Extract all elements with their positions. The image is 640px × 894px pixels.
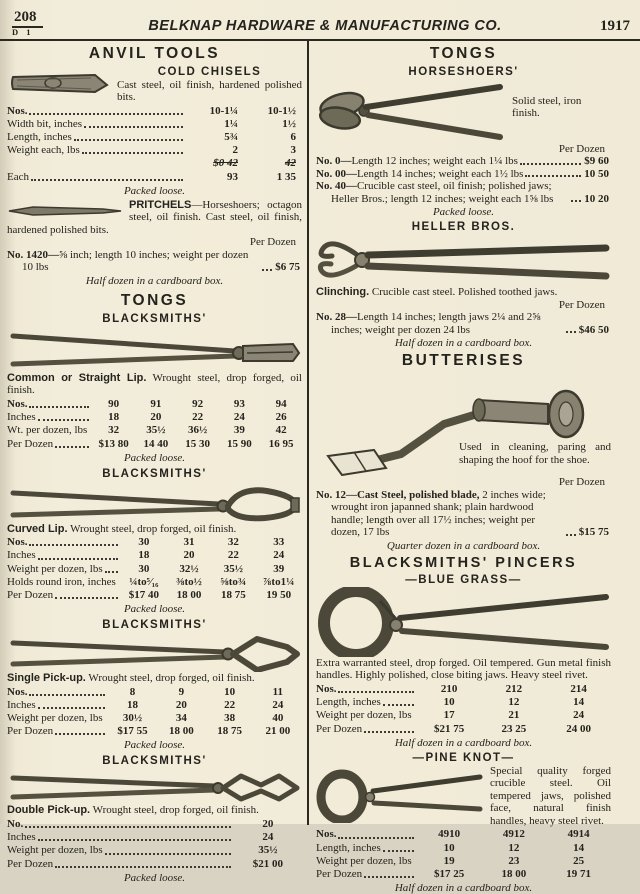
cell-value: 11 [272, 685, 284, 698]
row-label: Weight per dozen, lbs [7, 563, 121, 576]
curved-lip-tongs-illustration [7, 481, 302, 523]
cell-value: 18 75 [217, 725, 242, 738]
cell-value: 35½ [223, 562, 243, 575]
table-row [316, 828, 611, 841]
double-pickup-name: Double Pick-up. [7, 804, 91, 817]
dot-leader [525, 175, 581, 177]
table-row [316, 868, 611, 881]
dot-leader [338, 691, 413, 693]
row-label: Length, inches [7, 131, 186, 144]
row-label: Nos. [7, 105, 186, 118]
dot-leader [338, 837, 413, 839]
table-row [316, 683, 611, 696]
cell-value: 1¼ [224, 117, 238, 130]
cell-value: 20 [150, 411, 162, 424]
row-label: Per Dozen [316, 723, 417, 736]
dot-leader [105, 571, 118, 573]
packing-note: Packed loose. [123, 871, 186, 884]
plate-code: D 1 [12, 27, 34, 37]
dot-leader [566, 331, 576, 333]
double-pickup-table [7, 818, 302, 871]
cell-value: 24 [272, 698, 284, 711]
item-number: No. 40— [316, 180, 357, 193]
price-line: No. 00—Length 14 inches; weight each 1½ lbs 10 50 [316, 167, 609, 180]
cell-value: 93 [227, 170, 238, 183]
cell-value: 18 00 [176, 588, 202, 601]
price-line: No. 40—Crucible cast steel, oil finish; polished jaws; Heller Bros.; length 12 inches; weight each 1⅝ lbs 10 20 [316, 180, 609, 205]
cell-value: 212 [505, 683, 523, 695]
cell-value: 25 [573, 854, 585, 867]
cell-value: $21 00 [252, 857, 284, 870]
row-label: Per Dozen [7, 438, 92, 451]
cell-value: 4910 [438, 828, 461, 841]
clinching-tongs-illustration [316, 234, 611, 286]
cell-value: 30 [138, 536, 150, 549]
blacksmiths-subtitle: BLACKSMITHS' [102, 467, 207, 480]
blacksmiths-subtitle: BLACKSMITHS' [102, 755, 207, 768]
cell-value: 93 [233, 397, 245, 410]
packing-note: Quarter dozen in a cardboard box. [386, 539, 541, 552]
single-pickup-table [7, 686, 302, 739]
cell-value: 12 [508, 841, 520, 854]
cold-chisels-title: COLD CHISELS [157, 65, 262, 78]
dot-leader [38, 419, 90, 421]
section-title-anvil-tools: ANVIL TOOLS [88, 44, 221, 62]
row-label: Each [7, 171, 186, 184]
cell-value: $0 42 [213, 157, 238, 170]
horseshoers-section [316, 79, 611, 143]
cold-chisels-table [7, 105, 302, 184]
packing-note: Half dozen in a cardboard box. [394, 337, 533, 350]
pritchels-name: PRITCHELS [129, 198, 192, 211]
left-column [0, 41, 307, 884]
horseshoers-tongs-illustration [316, 81, 506, 143]
single-pickup-description: Single Pick-up. Wrought steel, drop forged, oil finish. [7, 672, 255, 685]
cell-value: ⅞to1¼ [263, 575, 295, 588]
dot-leader [55, 733, 105, 735]
price-line: No. 0—Length 12 inches; weight each 1¼ lbs $9 60 [316, 155, 609, 168]
company-title: BELKNAP HARDWARE & MANUFACTURING CO. [148, 17, 502, 34]
cold-chisels-description: Cast steel, oil finish, hardened polished bits. [117, 78, 302, 104]
cell-value: 26 [275, 411, 287, 424]
row-label: Per Dozen [7, 858, 234, 871]
cell-value: 14 40 [143, 437, 169, 450]
per-dozen-label: Per Dozen [558, 476, 605, 489]
pritchel-illustration [7, 204, 123, 217]
cell-value: 6 [290, 130, 296, 143]
cell-value: 92 [192, 397, 204, 410]
row-label: Inches [7, 699, 108, 712]
cell-value: 18 [126, 698, 138, 711]
blacksmiths-subtitle: BLACKSMITHS' [102, 312, 207, 325]
row-label: Weight per dozen, lbs [7, 712, 103, 725]
row-label: Width bit, inches [7, 118, 186, 131]
table-row [7, 144, 302, 157]
cell-value: 20 [183, 549, 195, 562]
table-row [7, 576, 302, 589]
table-row [7, 105, 302, 118]
item-price: $46 50 [578, 323, 609, 336]
dot-leader [55, 866, 231, 868]
straight-lip-name: Common or Straight Lip. [7, 371, 147, 384]
dot-leader [38, 839, 231, 841]
dot-leader [383, 704, 414, 706]
dot-leader [31, 179, 183, 181]
cell-value: $13 80 [98, 437, 129, 450]
heller-bros-subtitle: HELLER BROS. [411, 221, 516, 234]
cell-value: 10-1½ [267, 104, 296, 117]
clinching-name: Clinching. [316, 286, 370, 299]
dot-leader [566, 534, 576, 536]
row-label: Inches [7, 831, 234, 844]
per-dozen-label: Per Dozen [558, 142, 605, 155]
cell-value: 20 [262, 817, 274, 830]
item-number: No. 12—Cast Steel, polished blade, [316, 488, 480, 501]
cell-value: 2 [232, 144, 238, 157]
cell-value: 35½ [146, 424, 166, 437]
cell-value: 10-1¼ [209, 104, 238, 117]
packing-note: Packed loose. [123, 184, 186, 197]
cell-value: 24 00 [566, 722, 591, 735]
cell-value: 18 00 [501, 867, 527, 880]
dot-leader [55, 597, 118, 599]
cell-value: 24 [233, 411, 245, 424]
table-row [7, 589, 302, 602]
cell-value: 14 [573, 696, 585, 709]
row-label: Length, inches [316, 842, 417, 855]
dot-leader [55, 446, 89, 448]
cell-value: 94 [275, 397, 287, 410]
table-row [7, 536, 302, 549]
table-row [7, 818, 302, 831]
butterises-title: BUTTERISES [401, 352, 526, 370]
cell-value: 40 [272, 712, 284, 725]
pine-knot-subtitle: —PINE KNOT— [412, 751, 515, 764]
table-row [7, 712, 302, 725]
cell-value: 32 [227, 536, 239, 549]
curved-lip-description: Curved Lip. Wrought steel, drop forged, oil finish. [7, 522, 237, 535]
curved-lip-table [7, 536, 302, 602]
cell-value: 22 [227, 549, 239, 562]
item-price: $6 75 [275, 261, 300, 274]
table-row [7, 699, 302, 712]
cell-value: 31 [183, 536, 195, 549]
cell-value: 20 [175, 698, 187, 711]
pincers-title: BLACKSMITHS' PINCERS [349, 554, 578, 571]
single-pickup-name: Single Pick-up. [7, 672, 86, 685]
blue-grass-description: Extra warranted steel, drop forged. Oil tempered. Gun metal finish handles. Highly polished, close biting jaws. Heavy steel rivet. [316, 656, 611, 682]
cell-value: 21 [508, 709, 520, 722]
row-label: Weight per dozen, lbs [316, 709, 412, 722]
row-label: Wt. per dozen, lbs [7, 424, 88, 437]
cell-value: ¼to⁵⁄₁₆ [129, 575, 159, 588]
cell-value: 19 50 [266, 588, 292, 601]
row-label: Nos. [7, 536, 121, 549]
row-label: Per Dozen [7, 589, 121, 602]
dot-leader [29, 544, 117, 546]
table-row [7, 424, 302, 437]
dot-leader [74, 139, 183, 141]
right-column [309, 41, 616, 894]
table-row [7, 563, 302, 576]
packing-note: Packed loose. [123, 739, 186, 752]
row-label: Inches [7, 411, 92, 424]
page-header [0, 0, 640, 41]
table-row [316, 855, 611, 868]
cell-value: 36½ [187, 424, 208, 437]
item-number: No. 28— [316, 311, 357, 324]
cell-value: 42 [275, 424, 287, 437]
butterises-section [316, 372, 611, 476]
dot-leader [29, 113, 183, 115]
cell-value: 30 [138, 562, 150, 575]
section-title-tongs-left: TONGS [120, 291, 189, 309]
straight-lip-table [7, 398, 302, 451]
packing-note: Half dozen in a cardboard box. [394, 736, 533, 749]
horseshoers-subtitle: HORSESHOERS' [408, 65, 519, 78]
cell-value: 34 [175, 712, 187, 725]
pine-knot-section [316, 765, 611, 828]
cell-value: 214 [570, 683, 587, 695]
curved-lip-name: Curved Lip. [7, 522, 68, 535]
cell-value: 1 35 [276, 170, 296, 183]
butterises-description: Used in cleaning, paring and shaping the hoof for the shoe. [459, 441, 611, 466]
dot-leader [82, 152, 183, 154]
cell-value: $17 25 [433, 867, 465, 880]
packing-note: Packed loose. [123, 603, 186, 616]
table-row [7, 171, 302, 184]
table-row [7, 831, 302, 844]
dot-leader [29, 694, 104, 696]
blacksmiths-subtitle: BLACKSMITHS' [102, 619, 207, 632]
row-label: Weight per dozen, lbs [7, 844, 234, 857]
cell-value: 33 [273, 536, 285, 549]
cell-value: 5¾ [224, 130, 238, 143]
cell-value: 18 [138, 549, 150, 562]
table-row [7, 131, 302, 144]
cell-value: 17 [443, 709, 455, 722]
blue-grass-table [316, 683, 611, 736]
dot-leader [262, 269, 272, 271]
cell-value: 9 [178, 685, 185, 698]
dot-leader [520, 163, 581, 165]
dot-leader [38, 707, 105, 709]
cell-value: 4912 [502, 828, 525, 841]
cell-value: 22 [224, 698, 236, 711]
table-row [316, 696, 611, 709]
dot-leader [105, 853, 231, 855]
dot-leader [25, 826, 231, 828]
cell-value: 32½ [179, 562, 199, 575]
item-price: $15 75 [578, 526, 609, 539]
cell-value: 35½ [258, 844, 278, 857]
pine-knot-description: Special quality forged crucible steel. Oil tempered jaws, polished face, natural finish handles, heavy steel rivet. [490, 764, 611, 827]
cell-value: 210 [440, 683, 458, 695]
cell-value: 30½ [122, 712, 143, 725]
dot-leader [571, 200, 581, 202]
cell-value: 3 [290, 144, 296, 157]
table-row [7, 686, 302, 699]
table-row [316, 709, 611, 722]
table-row [7, 118, 302, 131]
item-price: 10 20 [584, 192, 609, 205]
cell-value: 23 25 [501, 722, 527, 735]
cell-value: 10 [224, 685, 236, 698]
blue-grass-pincers-illustration [316, 587, 611, 657]
dot-leader [383, 850, 414, 852]
cell-value: 21 00 [265, 725, 291, 738]
cell-value: 15 90 [226, 437, 252, 450]
table-row [7, 438, 302, 451]
cell-value: 22 [192, 411, 204, 424]
dot-leader [84, 126, 183, 128]
pritchels-price-line: No. 1420—⅝ inch; length 10 inches; weight per dozen 10 lbs $6 75 [7, 248, 300, 274]
row-label: Nos. [316, 828, 417, 841]
cell-value: 91 [150, 397, 162, 410]
dot-leader [29, 406, 89, 408]
row-label: Nos. [7, 686, 108, 699]
page-number-block [12, 8, 72, 37]
table-row [7, 844, 302, 857]
cell-value: 42 [285, 157, 296, 170]
cell-value: 18 [108, 411, 120, 424]
row-label: Per Dozen [7, 725, 108, 738]
item-price: $9 60 [584, 155, 609, 168]
row-label: Nos. [316, 683, 417, 696]
table-row [7, 411, 302, 424]
cell-value: ⅜to½ [176, 575, 202, 588]
row-label: Nos. [7, 398, 92, 411]
table-row [316, 723, 611, 736]
item-number: No. 1420— [7, 248, 59, 261]
cell-value: 8 [129, 685, 136, 698]
row-label: Weight per dozen, lbs [316, 854, 412, 867]
cell-value: 24 [273, 549, 285, 562]
row-label [7, 157, 186, 170]
cell-value: 23 [508, 854, 520, 867]
cell-value: 18 75 [220, 588, 246, 601]
row-label: Length, inches [316, 696, 417, 709]
row-label: Weight each, lbs [7, 144, 186, 157]
table-row [7, 725, 302, 738]
item-number: No. 00— [316, 167, 357, 180]
single-pickup-tongs-illustration [7, 632, 302, 672]
dot-leader [364, 876, 414, 878]
cell-value: ⅝to¾ [220, 575, 247, 588]
table-row [7, 398, 302, 411]
cell-value: 18 00 [169, 725, 194, 738]
item-number: No. 0— [316, 155, 352, 168]
pine-knot-table [316, 828, 611, 881]
packing-note: Half dozen in a cardboard box. [394, 882, 533, 894]
row-label: Inches [7, 549, 121, 562]
pritchels-section [7, 199, 302, 237]
table-row [7, 858, 302, 871]
packing-note: Packed loose. [432, 206, 495, 219]
cell-value: 10 [443, 841, 455, 854]
cell-value: 10 [443, 696, 455, 709]
cell-value: 14 [573, 841, 585, 854]
table-row [7, 549, 302, 562]
cell-value: 4914 [567, 828, 590, 841]
catalog-year: 1917 [600, 17, 630, 34]
cell-value: 90 [108, 397, 120, 410]
cell-value: 15 30 [185, 437, 210, 450]
table-row [316, 842, 611, 855]
per-dozen-label: Per Dozen [249, 236, 296, 249]
cell-value: 19 [443, 854, 455, 867]
horseshoers-description: Solid steel, iron finish. [512, 94, 582, 120]
clinching-description: Clinching. Crucible cast steel. Polished toothed jaws. [316, 286, 558, 299]
cell-value: 19 71 [566, 867, 591, 880]
page-number: 208 [12, 9, 43, 28]
cell-value: $21 75 [433, 722, 465, 735]
double-pickup-tongs-illustration [7, 768, 302, 804]
pine-knot-pincers-illustration [316, 767, 484, 823]
price-line: No. 12—Cast Steel, polished blade, 2 inches wide; wrought iron japanned shank; plain hardwood handle; length over all 17½ inches; weight per dozen, 17 lbs $15 75 [316, 488, 609, 539]
dot-leader [364, 731, 414, 733]
price-line: No. 28—Length 14 inches; length jaws 2¼ and 2⅝ inches; weight per dozen 24 lbs $46 50 [316, 311, 609, 336]
cell-value: 1½ [282, 117, 296, 130]
table-row [7, 157, 302, 170]
cell-value: 38 [224, 712, 236, 725]
cell-value: 12 [508, 696, 520, 709]
straight-lip-tongs-illustration [7, 326, 302, 372]
cell-value: $17 55 [117, 725, 148, 738]
cell-value: 24 [573, 709, 585, 722]
packing-note: Half dozen in a cardboard box. [85, 274, 224, 287]
dot-leader [38, 558, 118, 560]
pritchels-description: PRITCHELS—Horseshoers; octagon steel, oil finish. Cast steel, oil finish, hardened polished bits. [7, 198, 302, 236]
per-dozen-label: Per Dozen [558, 298, 605, 311]
row-label: No. [7, 818, 234, 831]
cell-value: 24 [262, 831, 274, 844]
cell-value: 39 [273, 562, 285, 575]
cell-value: 16 95 [268, 437, 294, 450]
blue-grass-subtitle: —BLUE GRASS— [405, 573, 522, 586]
row-label: Per Dozen [316, 868, 417, 881]
double-pickup-description: Double Pick-up. Wrought steel, drop forged, oil finish. [7, 804, 259, 817]
item-price: 10 50 [584, 167, 609, 180]
cell-value: 32 [108, 424, 120, 437]
cell-value: $17 40 [128, 588, 159, 601]
packing-note: Packed loose. [123, 451, 186, 464]
row-label: Holds round iron, inches [7, 575, 116, 588]
cold-chisel-illustration [7, 68, 111, 98]
section-title-tongs-right: TONGS [429, 44, 498, 62]
straight-lip-description: Common or Straight Lip. Wrought steel, drop forged, oil finish. [7, 371, 302, 397]
cell-value: 39 [233, 424, 245, 437]
cold-chisels-section [7, 66, 302, 104]
